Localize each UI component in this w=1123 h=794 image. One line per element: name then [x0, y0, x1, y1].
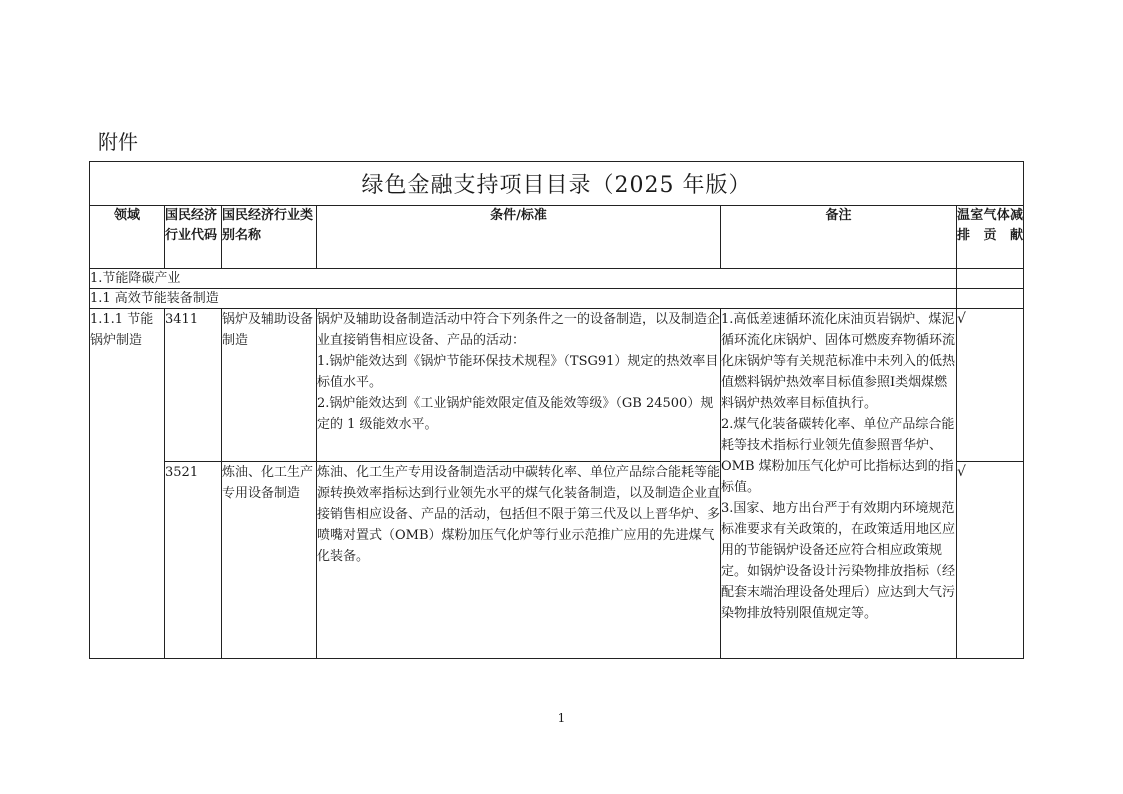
- industry-name-text: 炼油、化工生产专用设备制造: [222, 465, 314, 501]
- row-domain: [90, 309, 165, 659]
- table-row: [90, 309, 1024, 462]
- row-ghg-contribution: [957, 309, 1024, 462]
- remark-item-2: 2.煤气化装备碳转化率、单位产品综合能耗等技术指标行业领先值参照晋华炉、OMB 煤粉加压气化炉可比指标达到的指标值。: [721, 417, 955, 495]
- industry-name-text: 锅炉及辅助设备制造: [222, 312, 314, 348]
- table-title: 绿色金融支持项目目录（2025 年版）: [90, 162, 1024, 206]
- industry-code-text: 3521: [165, 465, 199, 480]
- criteria-text: 炼油、化工生产专用设备制造活动中碳转化率、单位产品综合能耗等能源转换效率指标达到行业领先水平的煤气化装备制造，以及制造企业直接销售相应设备、产品的活动，包括但不限于第三代及以上晋华炉、多喷嘴对置式（OMB）煤粉加压气化炉等行业示范推广应用的先进煤气化装备。: [317, 465, 721, 564]
- section-title-level1: 1.节能降碳产业: [90, 269, 957, 289]
- green-finance-catalog-table: [89, 161, 1024, 659]
- row-remarks: [721, 309, 957, 659]
- header-row: [90, 206, 1024, 269]
- remark-item-3: 3.国家、地方出台严于有效期内环境规范标准要求有关政策的，在政策适用地区应用的节能锅炉设备还应符合相应政策规定。如锅炉设备设计污染物排放指标（经配套末端治理设备处理后）应达到大气污染物排放特别限值规定等。: [721, 501, 956, 621]
- section-row-level2: [90, 289, 1024, 309]
- criteria-intro: 锅炉及辅助设备制造活动中符合下列条件之一的设备制造，以及制造企业直接销售相应设备、产品的活动：: [317, 312, 721, 348]
- row-industry-code: [165, 309, 222, 462]
- industry-code-text: 3411: [165, 312, 199, 327]
- criteria-item-1: 1.锅炉能效达到《锅炉节能环保技术规程》（TSG91）规定的热效率目标值水平。: [317, 354, 719, 390]
- row-criteria: [317, 462, 721, 659]
- header-criteria: 条件/标准: [317, 206, 721, 269]
- domain-text: 1.1.1 节能锅炉制造: [90, 312, 154, 348]
- header-ghg-contribution: 温室气体减排贡献: [957, 206, 1024, 269]
- row-criteria: [317, 309, 721, 462]
- section-ghg-empty: [957, 269, 1024, 289]
- checkmark-icon: √: [957, 311, 966, 327]
- page-number: 1: [557, 711, 566, 725]
- criteria-item-2: 2.锅炉能效达到《工业锅炉能效限定值及能效等级》（GB 24500）规定的 1 级能效水平。: [317, 396, 714, 432]
- header-industry-name: 国民经济行业类别名称: [222, 206, 317, 269]
- row-industry-name: [222, 309, 317, 462]
- checkmark-icon: √: [957, 464, 966, 480]
- row-industry-code: [165, 462, 222, 659]
- header-industry-code: 国民经济行业代码: [165, 206, 222, 269]
- section-title-level2: 1.1 高效节能装备制造: [90, 289, 957, 309]
- header-remarks: 备注: [721, 206, 957, 269]
- row-industry-name: [222, 462, 317, 659]
- row-ghg-contribution: [957, 462, 1024, 659]
- attachment-label: 附件: [98, 130, 138, 154]
- section-row-level1: [90, 269, 1024, 289]
- remark-item-1: 1.高低差速循环流化床油页岩锅炉、煤泥循环流化床锅炉、固体可燃废弃物循环流化床锅炉等有关规范标准中未列入的低热值燃料锅炉热效率目标值参照Ⅰ类烟煤燃料锅炉热效率目标值执行。: [721, 312, 956, 411]
- section-ghg-empty: [957, 289, 1024, 309]
- header-domain: 领域: [90, 206, 165, 269]
